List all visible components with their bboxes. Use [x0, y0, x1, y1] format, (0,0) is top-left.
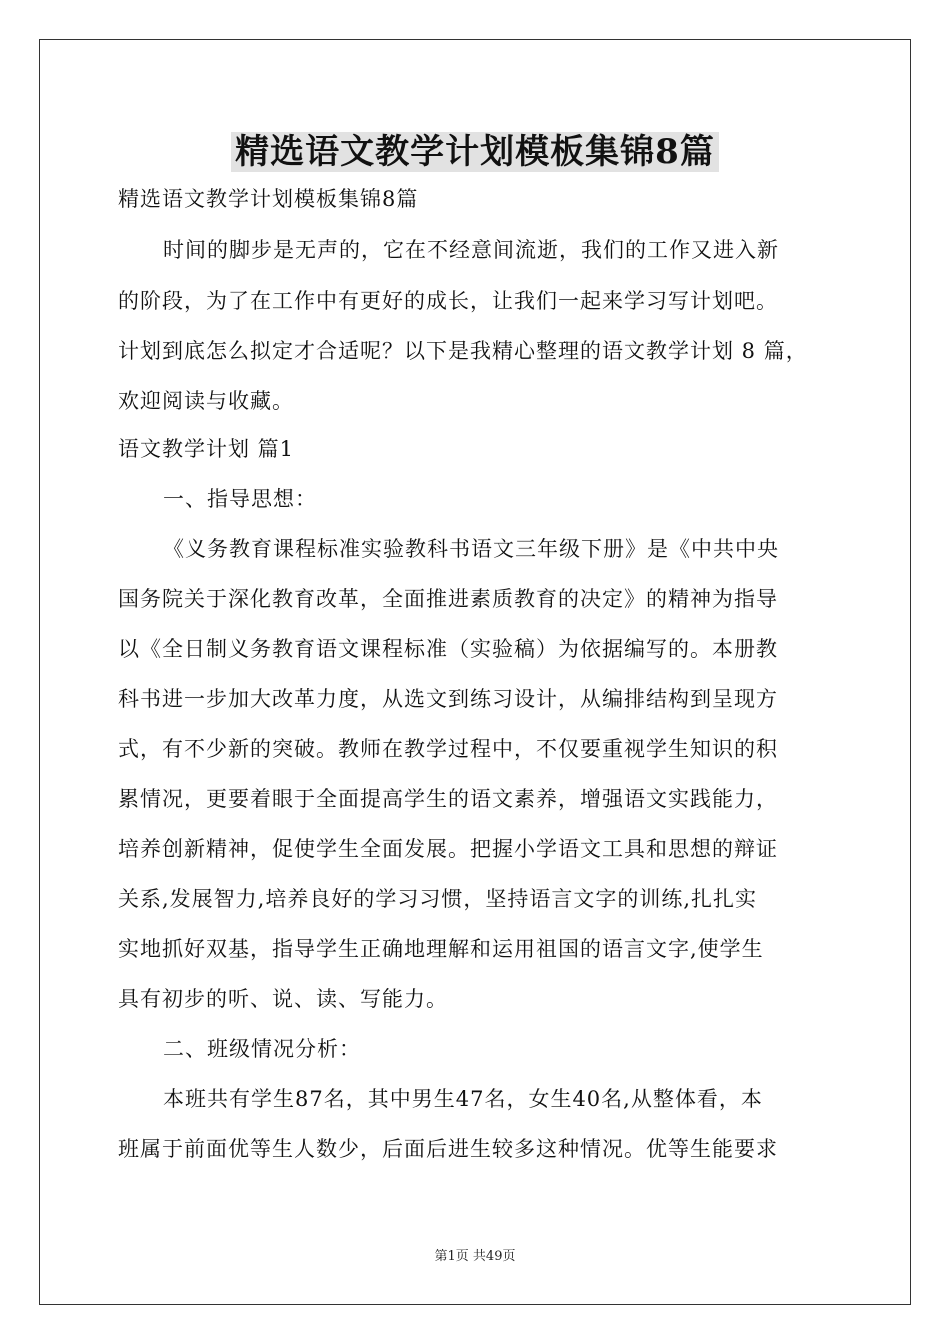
text-line: 实地抓好双基，指导学生正确地理解和运用祖国的语言文字,使学生: [118, 937, 764, 961]
text-line: 的阶段，为了在工作中有更好的成长，让我们一起来学习写计划吧。: [118, 289, 778, 313]
text-line: 欢迎阅读与收藏。: [118, 389, 294, 413]
text-line: 具有初步的听、说、读、写能力。: [118, 987, 448, 1011]
text-line: 本班共有学生87名，其中男生47名，女生40名,从整体看，本: [163, 1087, 763, 1111]
text-line: 式，有不少新的突破。教师在教学过程中，不仅要重视学生知识的积: [118, 737, 778, 761]
text-line: 班属于前面优等生人数少，后面后进生较多这种情况。优等生能要求: [118, 1137, 778, 1161]
page-footer: 第1页 共49页: [434, 1249, 516, 1264]
text-line: 《义务教育课程标准实验教科书语文三年级下册》是《中共中央: [163, 537, 779, 561]
text-line: 科书进一步加大改革力度，从选文到练习设计，从编排结构到呈现方: [118, 687, 778, 711]
text-line: 关系,发展智力,培养良好的学习习惯，坚持语言文字的训练,扎扎实: [118, 887, 758, 911]
subsection-heading: 一、指导思想：: [163, 487, 317, 511]
text-line: 时间的脚步是无声的，它在不经意间流逝，我们的工作又进入新: [163, 238, 779, 262]
text-line: 累情况，更要着眼于全面提高学生的语文素养，增强语文实践能力，: [118, 787, 778, 811]
text-line: 计划到底怎么拟定才合适呢？以下是我精心整理的语文教学计划 8 篇，: [118, 339, 808, 363]
title-text: 精选语文教学计划模板集锦8篇: [231, 132, 719, 172]
page-border: [39, 39, 911, 1305]
section-heading: 语文教学计划 篇1: [118, 437, 295, 461]
subtitle-line: 精选语文教学计划模板集锦8篇: [118, 187, 419, 211]
document-title: [0, 128, 950, 176]
text-line: 培养创新精神，促使学生全面发展。把握小学语文工具和思想的辩证: [118, 837, 778, 861]
text-line: 国务院关于深化教育改革，全面推进素质教育的决定》的精神为指导: [118, 587, 778, 611]
subsection-heading: 二、班级情况分析：: [163, 1037, 361, 1061]
text-line: 以《全日制义务教育语文课程标准（实验稿）为依据编写的。本册教: [118, 637, 778, 661]
